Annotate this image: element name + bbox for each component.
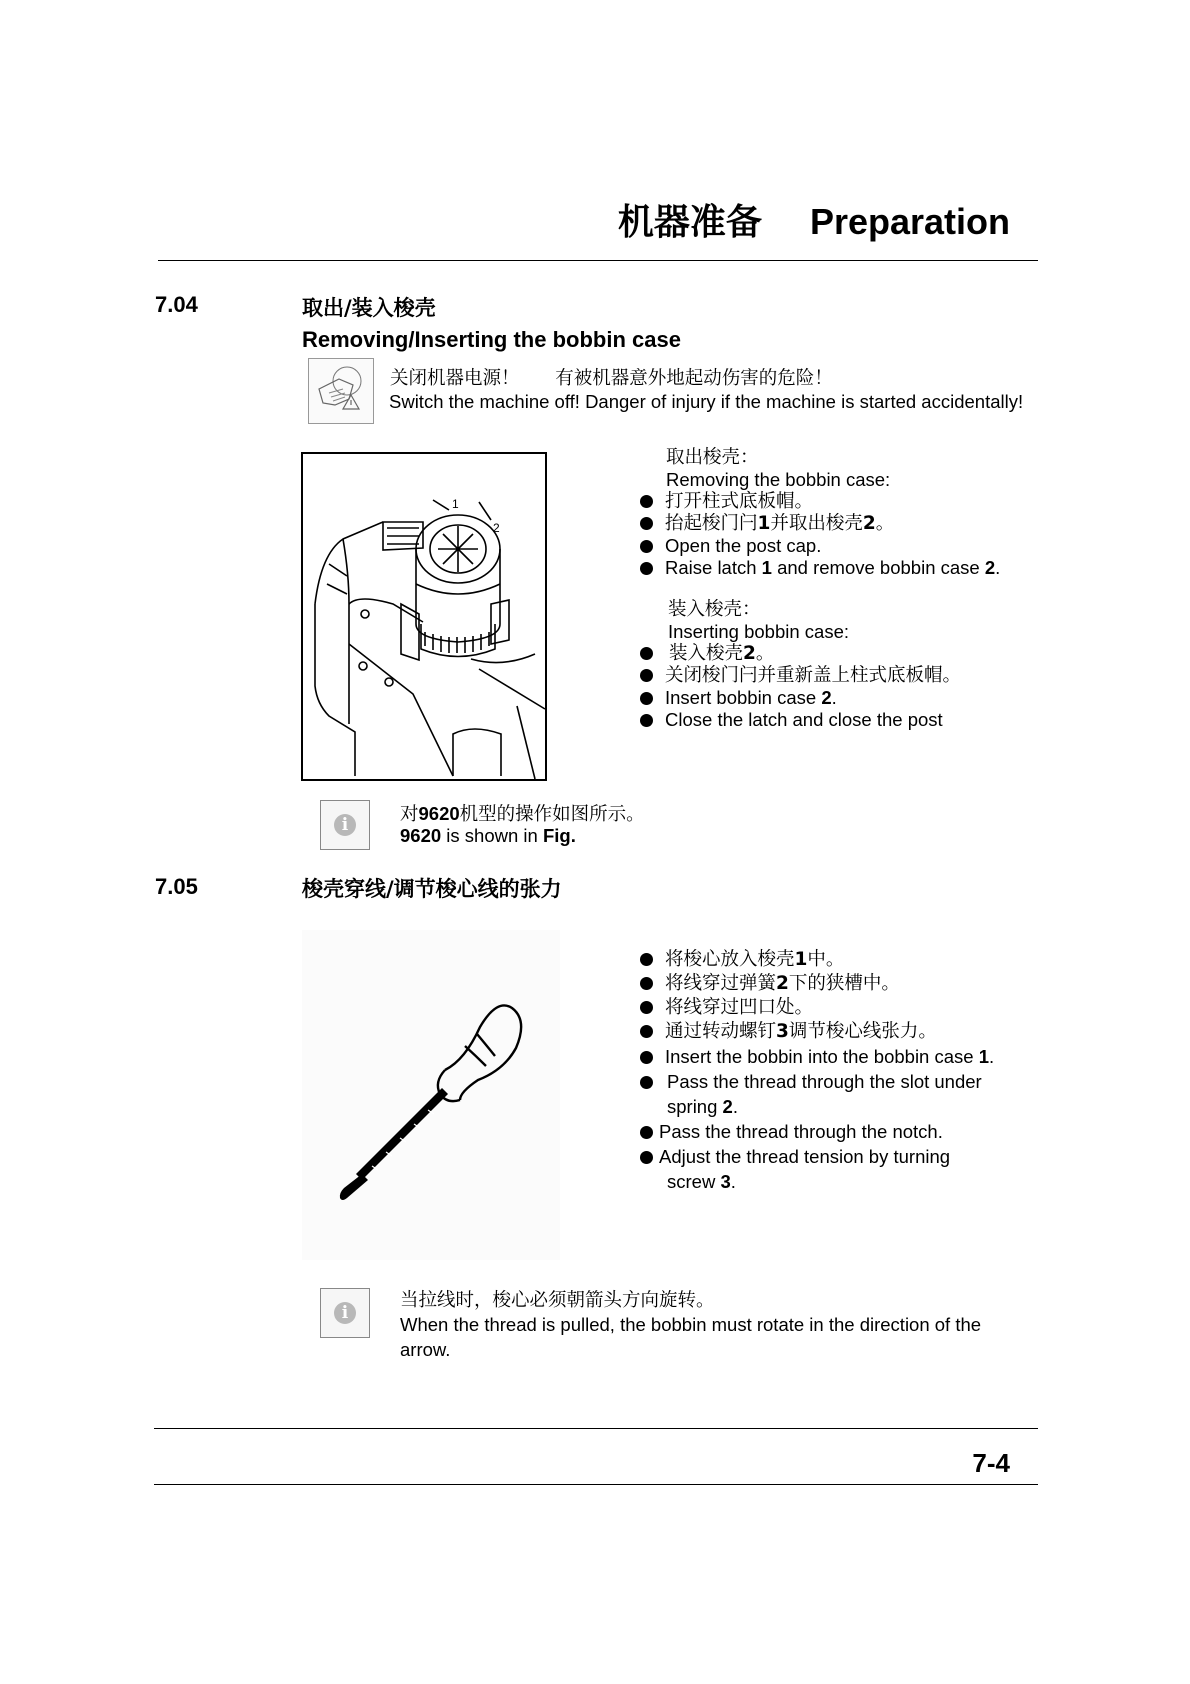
bullet-dot xyxy=(640,1126,653,1139)
figure-label-2: 2 xyxy=(493,521,500,535)
bullet-dot xyxy=(640,562,653,575)
bullet-dot xyxy=(640,1051,653,1064)
threading-bullet-6-en-cont: spring 2. xyxy=(667,1096,738,1117)
hand-warning-icon xyxy=(309,359,373,423)
header-rule xyxy=(158,260,1038,261)
bullet-dot xyxy=(640,1001,653,1014)
section-704-number: 7.04 xyxy=(155,292,198,317)
screwdriver-drawing xyxy=(302,930,560,1260)
section-704-title-cn: 取出/装入梭壳 xyxy=(302,296,436,320)
removing-heading-en: Removing the bobbin case: xyxy=(666,469,891,490)
inserting-bullet-1-cn: 装入梭壳2。 xyxy=(640,643,774,665)
note-icon-box-705 xyxy=(320,1288,370,1338)
threading-bullet-3-cn: 将线穿过凹口处。 xyxy=(640,997,813,1019)
note-704-cn: 对9620机型的操作如图所示。 xyxy=(400,803,645,825)
threading-bullet-8-en-cont: screw 3. xyxy=(667,1171,736,1192)
section-705-title-cn: 梭壳穿线/调节梭心线的张力 xyxy=(302,877,562,901)
bullet-dot xyxy=(640,669,653,682)
threading-bullet-4-cn: 通过转动螺钉3调节梭心线张力。 xyxy=(640,1021,937,1043)
threading-bullet-6-en: Pass the thread through the slot under xyxy=(640,1071,982,1093)
threading-bullet-7-en: Pass the thread through the notch. xyxy=(640,1121,943,1143)
bullet-dot xyxy=(640,1025,653,1038)
warning-text-en: Switch the machine off! Danger of injury if the machine is started accidentally! xyxy=(389,391,1024,412)
inserting-heading-cn: 装入梭壳： xyxy=(668,599,761,620)
inserting-bullet-2-cn: 关闭梭门闩并重新盖上柱式底板帽。 xyxy=(640,665,961,687)
warning-text-cn xyxy=(390,368,833,390)
section-704-title-en: Removing/Inserting the bobbin case xyxy=(302,327,681,352)
threading-bullet-1-cn: 将梭心放入梭壳1中。 xyxy=(640,949,844,971)
section-705-number: 7.05 xyxy=(155,874,198,899)
figure-label-1: 1 xyxy=(452,497,459,511)
inserting-heading-en: Inserting bobbin case: xyxy=(668,621,850,642)
bullet-dot xyxy=(640,1151,653,1164)
bullet-dot xyxy=(640,1076,653,1089)
warning-icon-box xyxy=(308,358,374,424)
inserting-bullet-4-en: Close the latch and close the post xyxy=(640,709,943,731)
removing-heading-cn: 取出梭壳： xyxy=(666,447,759,468)
figure-screwdriver xyxy=(302,930,560,1260)
bullet-dot xyxy=(640,647,653,660)
note-705-cn: 当拉线时，梭心必须朝箭头方向旋转。 xyxy=(400,1290,715,1311)
footer-rule-top xyxy=(154,1428,1038,1429)
bullet-dot xyxy=(640,540,653,553)
page-header-title xyxy=(618,194,1010,245)
bullet-dot xyxy=(640,495,653,508)
removing-bullet-3-en: Open the post cap. xyxy=(640,535,821,557)
header-title-cn: 机器准备 xyxy=(617,202,762,243)
bullet-dot xyxy=(640,977,653,990)
info-icon: i xyxy=(334,814,356,836)
bullet-dot xyxy=(640,953,653,966)
page-number: 7-4 xyxy=(972,1448,1010,1478)
removing-bullet-4-en: Raise latch 1 and remove bobbin case 2. xyxy=(640,557,1000,579)
threading-bullet-8-en: Adjust the thread tension by turning xyxy=(640,1146,950,1168)
bobbin-case-drawing xyxy=(303,454,545,779)
figure-bobbin-case xyxy=(301,452,547,781)
inserting-bullet-3-en: Insert bobbin case 2. xyxy=(640,687,837,709)
footer-rule-bottom xyxy=(154,1484,1038,1485)
header-title-en: Preparation xyxy=(809,201,1010,242)
bullet-dot xyxy=(640,714,653,727)
threading-bullet-2-cn: 将线穿过弹簧2下的狭槽中。 xyxy=(640,973,900,995)
bullet-dot xyxy=(640,692,653,705)
removing-bullet-2-cn: 抬起梭门闩1并取出梭壳2。 xyxy=(640,513,894,535)
threading-bullet-5-en: Insert the bobbin into the bobbin case 1. xyxy=(640,1046,994,1068)
note-icon-box-704 xyxy=(320,800,370,850)
warning-cn-a: 关闭机器电源！ xyxy=(390,368,520,389)
bullet-dot xyxy=(640,517,653,530)
removing-bullet-1-cn: 打开柱式底板帽。 xyxy=(640,491,813,513)
info-icon: i xyxy=(334,1302,356,1324)
note-704-en: 9620 is shown in Fig. xyxy=(400,825,576,846)
note-705-en-line1: When the thread is pulled, the bobbin must rotate in the direction of the xyxy=(400,1314,982,1335)
note-705-en-line2: arrow. xyxy=(400,1339,451,1360)
warning-cn-b: 有被机器意外地起动伤害的危险！ xyxy=(555,368,833,389)
